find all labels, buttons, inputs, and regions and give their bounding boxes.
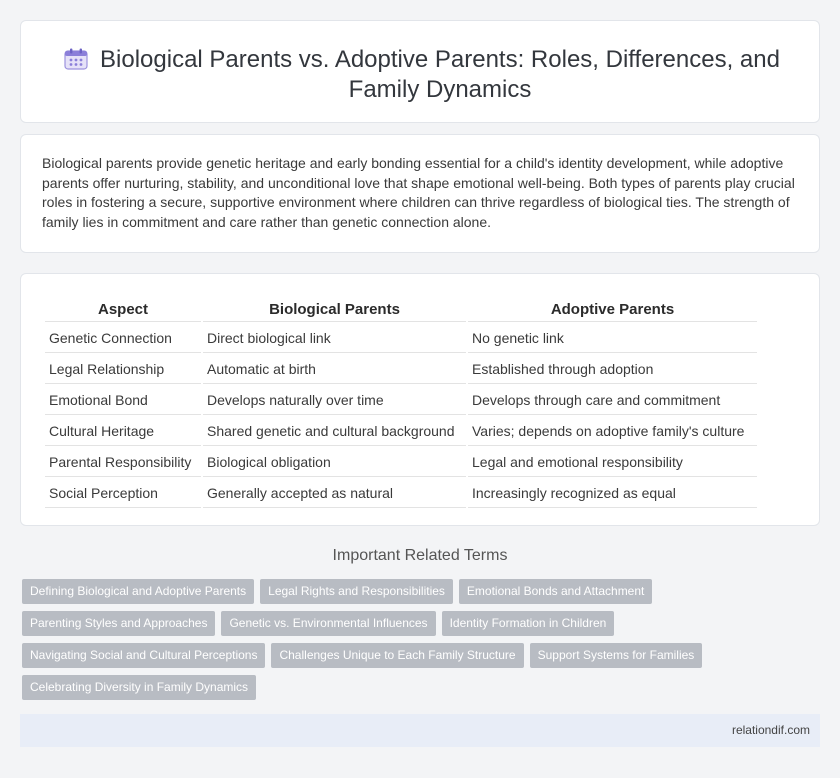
title-card <box>20 20 820 123</box>
table-cell: Direct biological link <box>203 324 466 353</box>
related-term-tag[interactable]: Challenges Unique to Each Family Structure <box>271 643 523 668</box>
tag-row <box>22 643 822 675</box>
related-term-tag[interactable]: Celebrating Diversity in Family Dynamics <box>22 675 256 700</box>
table-row <box>45 324 757 353</box>
table-row <box>45 386 757 415</box>
related-term-tag[interactable]: Parenting Styles and Approaches <box>22 611 215 636</box>
table-cell: Varies; depends on adoptive family's culture <box>468 417 757 446</box>
table-cell: No genetic link <box>468 324 757 353</box>
related-term-tag[interactable]: Navigating Social and Cultural Perceptions <box>22 643 265 668</box>
summary-card <box>20 134 820 253</box>
comparison-table <box>43 294 759 510</box>
related-term-tag[interactable]: Emotional Bonds and Attachment <box>459 579 652 604</box>
table-cell: Parental Responsibility <box>45 448 201 477</box>
table-cell: Automatic at birth <box>203 355 466 384</box>
footer-site-link[interactable]: relationdif.com <box>731 723 810 737</box>
table-cell: Social Perception <box>45 479 201 508</box>
tag-row <box>22 675 822 707</box>
table-cell: Shared genetic and cultural background <box>203 417 466 446</box>
related-terms-list <box>22 579 822 707</box>
table-cell: Genetic Connection <box>45 324 201 353</box>
table-cell: Generally accepted as natural <box>203 479 466 508</box>
table-row <box>45 417 757 446</box>
related-term-tag[interactable]: Genetic vs. Environmental Influences <box>221 611 435 636</box>
table-cell: Biological obligation <box>203 448 466 477</box>
related-term-tag[interactable]: Defining Biological and Adoptive Parents <box>22 579 254 604</box>
related-terms-heading: Important Related Terms <box>332 547 508 564</box>
related-term-tag[interactable]: Identity Formation in Children <box>442 611 615 636</box>
tag-row <box>22 579 822 611</box>
table-cell: Legal Relationship <box>45 355 201 384</box>
page-title: Biological Parents vs. Adoptive Parents: Roles, Differences, and Family Dynamics <box>100 46 780 103</box>
table-cell: Increasingly recognized as equal <box>468 479 757 508</box>
table-cell: Emotional Bond <box>45 386 201 415</box>
header-aspect: Aspect <box>45 296 201 322</box>
table-row <box>45 355 757 384</box>
table-row <box>45 479 757 508</box>
summary-paragraph: Biological parents provide genetic heritage and early bonding essential for a child's identity development, while adoptive parents offer nurturing, stability, and unconditional love that shape emotional well-being. Both types of parents play crucial roles in fostering a secure, supportive environment where children can thrive regardless of biological ties. The strength of family lies in commitment and care rather than genetic connection alone. <box>42 155 795 230</box>
table-cell: Legal and emotional responsibility <box>468 448 757 477</box>
table-cell: Cultural Heritage <box>45 417 201 446</box>
tag-row <box>22 611 822 643</box>
comparison-card <box>20 273 820 526</box>
related-term-tag[interactable]: Legal Rights and Responsibilities <box>260 579 453 604</box>
table-header-row <box>45 296 757 322</box>
header-adoptive: Adoptive Parents <box>468 296 757 322</box>
related-term-tag[interactable]: Support Systems for Families <box>530 643 703 668</box>
table-cell: Established through adoption <box>468 355 757 384</box>
table-row <box>45 448 757 477</box>
table-cell: Develops through care and commitment <box>468 386 757 415</box>
table-cell: Develops naturally over time <box>203 386 466 415</box>
header-biological: Biological Parents <box>203 296 466 322</box>
footer <box>20 714 820 747</box>
